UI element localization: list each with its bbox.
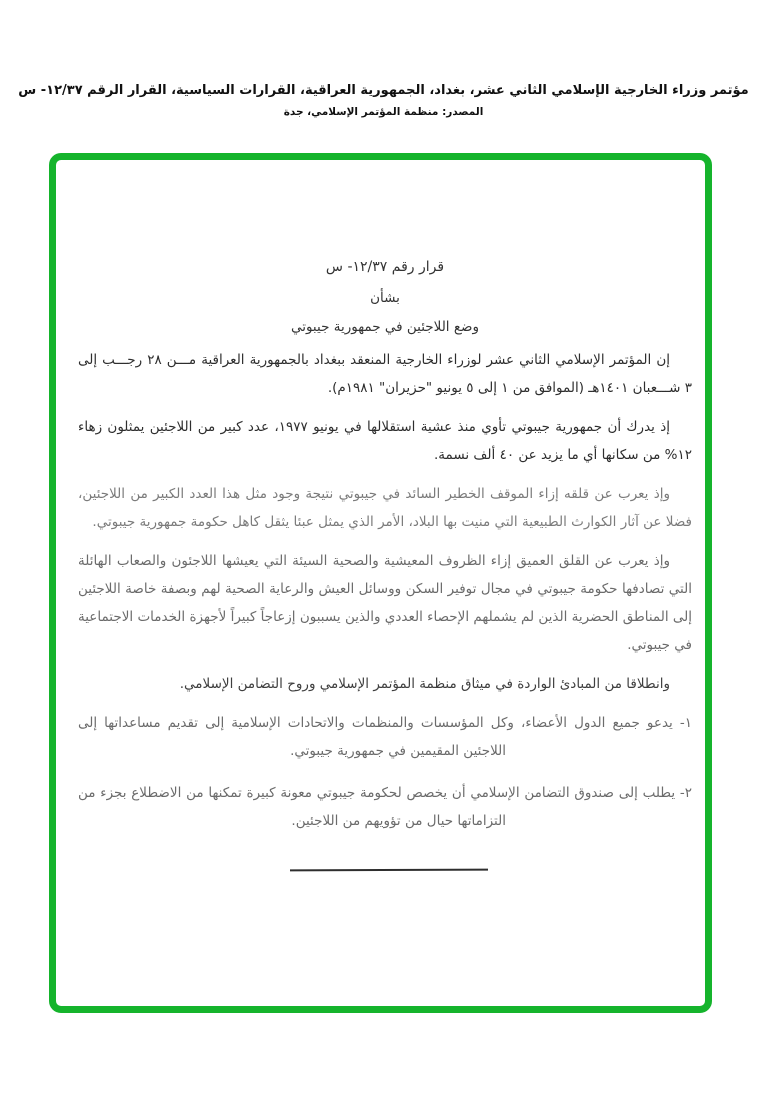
green-scan-frame [49,153,712,1013]
signature-divider [290,869,488,872]
resolution-title-block [78,258,692,336]
preamble-paragraph: وإذ يعرب عن قلقه إزاء الموقف الخطير السائد في جيبوتي نتيجة وجود مثل هذا العدد الكبير من اللاجئين، فضلا عن آثار الكوارث الطبيعية التي منيت بها البلاد، الأمر الذي يمثل عبئا يثقل كاهل حكومة جمهورية جيبوتي. [78,486,692,530]
resolution-number: قرار رقم ١٢/٣٧- س [325,259,445,275]
preamble-paragraph: إن المؤتمر الإسلامي الثاني عشر لوزراء الخارجية المنعقد ببغداد بالجمهورية العراقية مـــن ٢٨ رجـــب إلى ٣ شـــعبان ١٤٠١هـ (الموافق من ١ إلى ٥ يونيو "حزيران" ١٩٨١م). [78,352,692,396]
regarding-label: بشأن [370,290,400,306]
preamble-paragraph: وانطلاقا من المبادئ الواردة في ميثاق منظمة المؤتمر الإسلامي وروح التضامن الإسلامي. [179,676,670,692]
resolution-subject: وضع اللاجئين في جمهورية جيبوتي [290,319,480,335]
operative-item: ١- يدعو جميع الدول الأعضاء، وكل المؤسسات والمنظمات والاتحادات الإسلامية إلى تقديم مساعداتها إلى اللاجئين المقيمين في جمهورية جيبوتي. [78,715,692,759]
document-caption [0,82,767,119]
document-body [56,160,705,1006]
caption-title: مؤتمر وزراء الخارجية الإسلامي الثاني عشر، بغداد، الجمهورية العراقية، القرارات السياسية، القرار الرقم ١٢/٣٧- س [18,83,749,98]
preamble-paragraph: وإذ يعرب عن القلق العميق إزاء الظروف المعيشية والصحية السيئة التي يعيشها اللاجئون والصعاب الهائلة التي تصادفها حكومة جيبوتي في مجال توفير السكن ووسائل العيش والرعاية الصحية لهم وبصفة خاصة اللاجئين إلى المناطق الحضرية الذين لم يشملهم الإحصاء العددي والذين يسببون إزعاجاً كبيراً لأجهزة الخدمات الاجتماعية في جيبوتي. [78,553,692,653]
preamble-paragraph: إذ يدرك أن جمهورية جيبوتي تأوي منذ عشية استقلالها في يونيو ١٩٧٧، عدد كبير من اللاجئين يمثلون زهاء ١٢% من سكانها أي ما يزيد عن ٤٠ ألف نسمة. [78,419,692,463]
operative-item: ٢- يطلب إلى صندوق التضامن الإسلامي أن يخصص لحكومة جيبوتي معونة كبيرة تمكنها من الاضطلاع بجزء من التزاماتها حيال من تؤويهم من اللاجئين. [78,785,692,829]
caption-source: المصدر: منظمة المؤتمر الإسلامي، جدة [283,106,484,118]
resolution-text [78,346,692,871]
